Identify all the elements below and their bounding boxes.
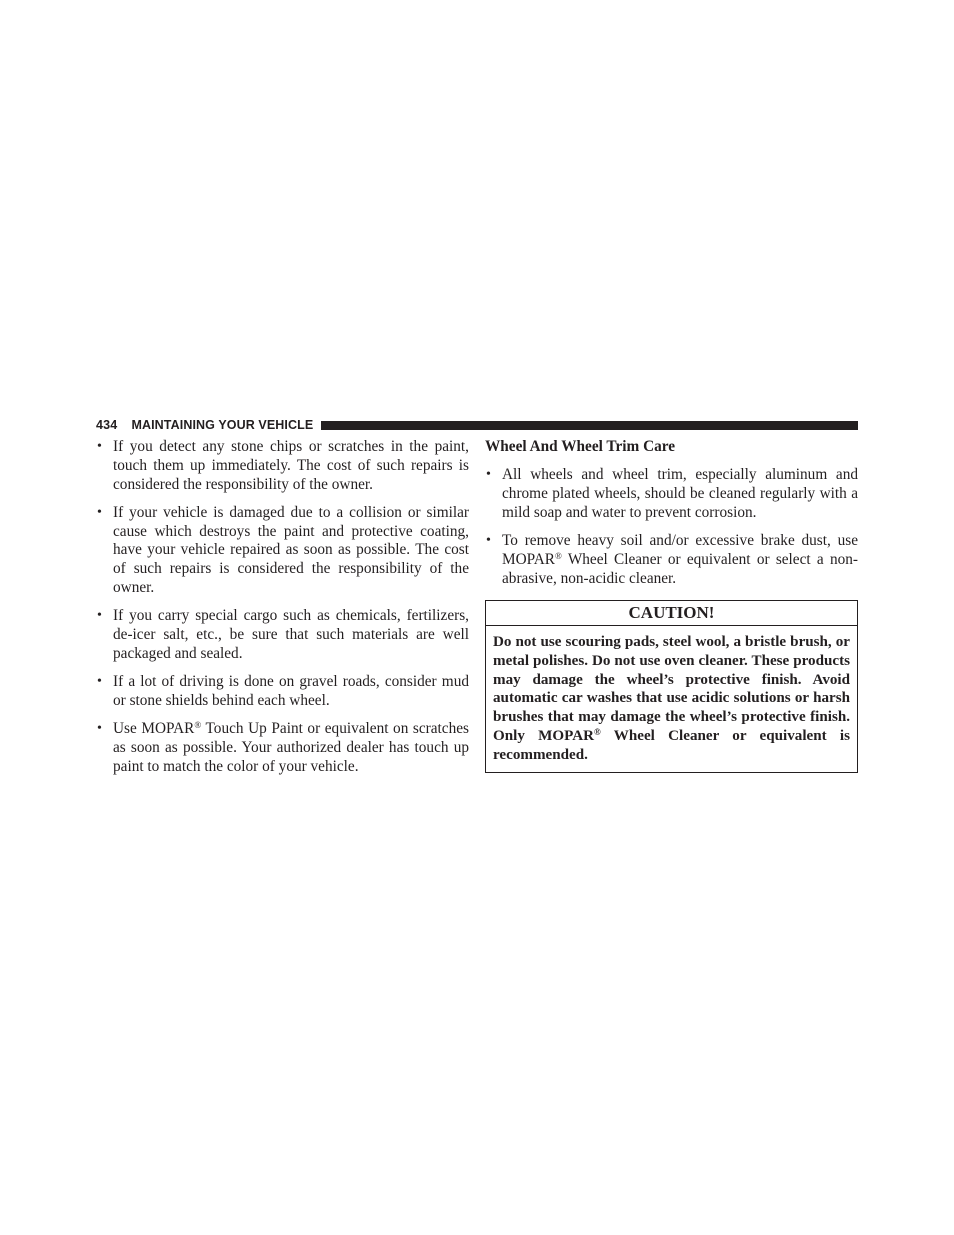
caution-body	[486, 626, 857, 772]
bullet-icon: •	[97, 720, 102, 736]
text-segment: Touch Up Paint or equivalent on scratches as soon as possible. Your authorized dealer has touch up paint to match the color of your vehicle.	[113, 719, 469, 775]
text-segment: Use MOPAR	[113, 719, 195, 737]
wheel-care-heading: Wheel And Wheel Trim Care	[485, 438, 676, 455]
page-header	[96, 417, 858, 433]
list-item	[96, 607, 469, 663]
list-item-text: If you carry special cargo such as chemicals, fertilizers, de-icer salt, etc., be sure that such materials are well packaged and sealed.	[113, 607, 469, 662]
list-item-text	[502, 532, 858, 587]
registered-mark: ®	[555, 550, 562, 561]
caution-title: CAUTION!	[486, 601, 857, 626]
left-column	[96, 438, 469, 776]
bullet-icon: •	[486, 532, 491, 548]
bullet-icon: •	[97, 673, 102, 689]
list-item-text	[113, 720, 469, 775]
header-rule	[321, 421, 858, 430]
list-item-text: If your vehicle is damaged due to a collision or similar cause which destroys the paint and protective coating, have your vehicle repaired as soon as possible. The cost of such repairs is considered the responsibility of the owner.	[113, 503, 469, 596]
left-bullet-list	[96, 438, 469, 776]
list-item	[485, 466, 858, 522]
text-segment: To remove heavy soil and/or excessive brake dust, use MOPAR	[502, 531, 858, 568]
list-item-text: If you detect any stone chips or scratches in the paint, touch them up immediately. The cost of such repairs is considered the responsibility of the owner.	[113, 438, 469, 493]
bullet-icon: •	[97, 608, 102, 624]
page-number: 434	[96, 418, 118, 432]
section-title: MAINTAINING YOUR VEHICLE	[131, 418, 314, 432]
text-segment: Wheel Cleaner or equivalent is recommended.	[493, 727, 850, 763]
caution-box	[485, 600, 858, 773]
text-segment: Wheel Cleaner or equivalent or select a non-abrasive, non-acidic cleaner.	[502, 550, 858, 587]
right-bullet-list	[485, 466, 858, 588]
list-item-text: If a lot of driving is done on gravel roads, consider mud or stone shields behind each wheel.	[113, 672, 469, 709]
list-item-text: All wheels and wheel trim, especially aluminum and chrome plated wheels, should be cleaned regularly with a mild soap and water to prevent corrosion.	[502, 466, 858, 521]
list-item	[485, 532, 858, 588]
list-item	[96, 720, 469, 776]
right-column	[485, 438, 858, 773]
registered-mark: ®	[594, 726, 601, 737]
text-segment: Do not use scouring pads, steel wool, a bristle brush, or metal polishes. Do not use oven cleaner. These products may damage the wheel’s protective finish. Avoid automatic car washes that use acidic solutions or harsh brushes that may damage the wheel’s protective finish. Only MOPAR	[493, 634, 850, 744]
bullet-icon: •	[97, 439, 102, 454]
list-item	[96, 438, 469, 494]
registered-mark: ®	[194, 719, 202, 730]
bullet-icon: •	[97, 504, 102, 520]
list-item	[96, 673, 469, 711]
list-item	[96, 504, 469, 598]
bullet-icon: •	[486, 467, 491, 483]
